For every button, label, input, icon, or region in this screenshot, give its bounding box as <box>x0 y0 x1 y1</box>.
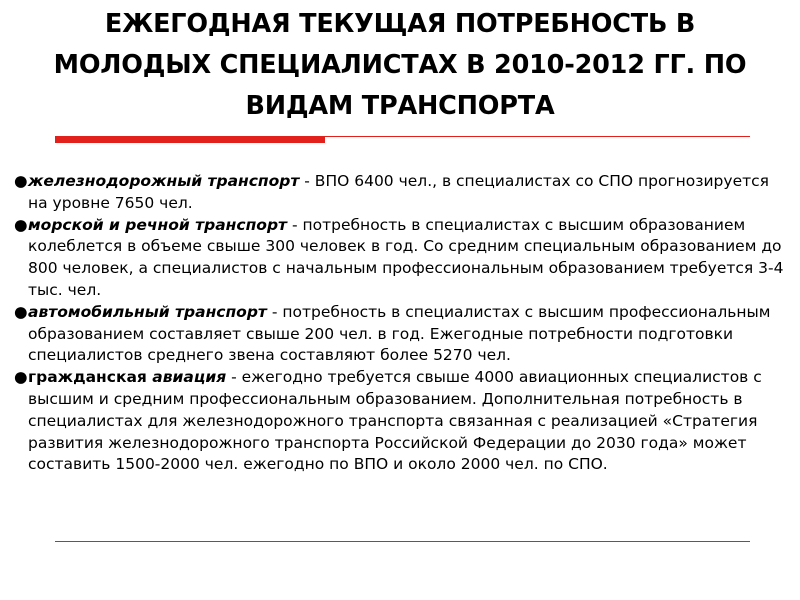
item-text: - потребность в специалистах с высшим профессиональным образованием составляет свыше 200 чел. в год. Ежегодные потребности подготовки специалистов среднего звена составляют более 5270 чел. <box>28 302 771 365</box>
item-term-italic: авиация <box>152 368 227 387</box>
list-item-sea-river <box>14 215 790 302</box>
content-body <box>14 171 790 476</box>
item-text: - потребность в специалистах с высшим образованием колеблется в объеме свыше 300 человек в год. Со средним специальным образованием до 800 человек, а специалистов с начальным профессиональным образованием требуется 3-4 тыс. чел. <box>28 215 784 299</box>
title-line-1: ЕЖЕГОДНАЯ ТЕКУЩАЯ ПОТРЕБНОСТЬ В <box>104 9 696 39</box>
item-text: - ежегодно требуется свыше 4000 авиационных специалистов с высшим и средним профессиональным образованием. Дополнительная потребность в специалистах для железнодорожного транспорта связанная с реализацией «Стратегия развития железнодорожного транспорта Российской Федерации до 2030 года» может составить 1500-2000 чел. ежегодно по ВПО и около 2000 чел. по СПО. <box>28 368 762 474</box>
slide-title <box>20 4 780 127</box>
bullet-icon: ● <box>14 302 28 321</box>
item-text: - ВПО 6400 чел., в специалистах со СПО прогнозируется на уровне 7650 чел. <box>28 172 769 212</box>
list-item-aviation <box>14 367 790 476</box>
list-item-railway <box>14 171 790 215</box>
item-term: гражданская <box>28 368 153 387</box>
bullet-icon: ● <box>14 172 28 190</box>
list-item-automobile <box>14 302 790 367</box>
accent-bar <box>55 136 325 143</box>
item-term: морской и речной транспорт <box>28 215 288 234</box>
accent-divider-bottom <box>55 541 750 542</box>
bullet-icon: ● <box>14 368 28 387</box>
item-term: автомобильный транспорт <box>28 302 267 321</box>
bullet-icon: ● <box>14 215 28 234</box>
item-term: железнодорожный транспорт <box>28 172 300 190</box>
title-line-3: ВИДАМ ТРАНСПОРТА <box>245 91 555 121</box>
title-line-2: МОЛОДЫХ СПЕЦИАЛИСТАХ В 2010-2012 ГГ. ПО <box>53 50 747 80</box>
